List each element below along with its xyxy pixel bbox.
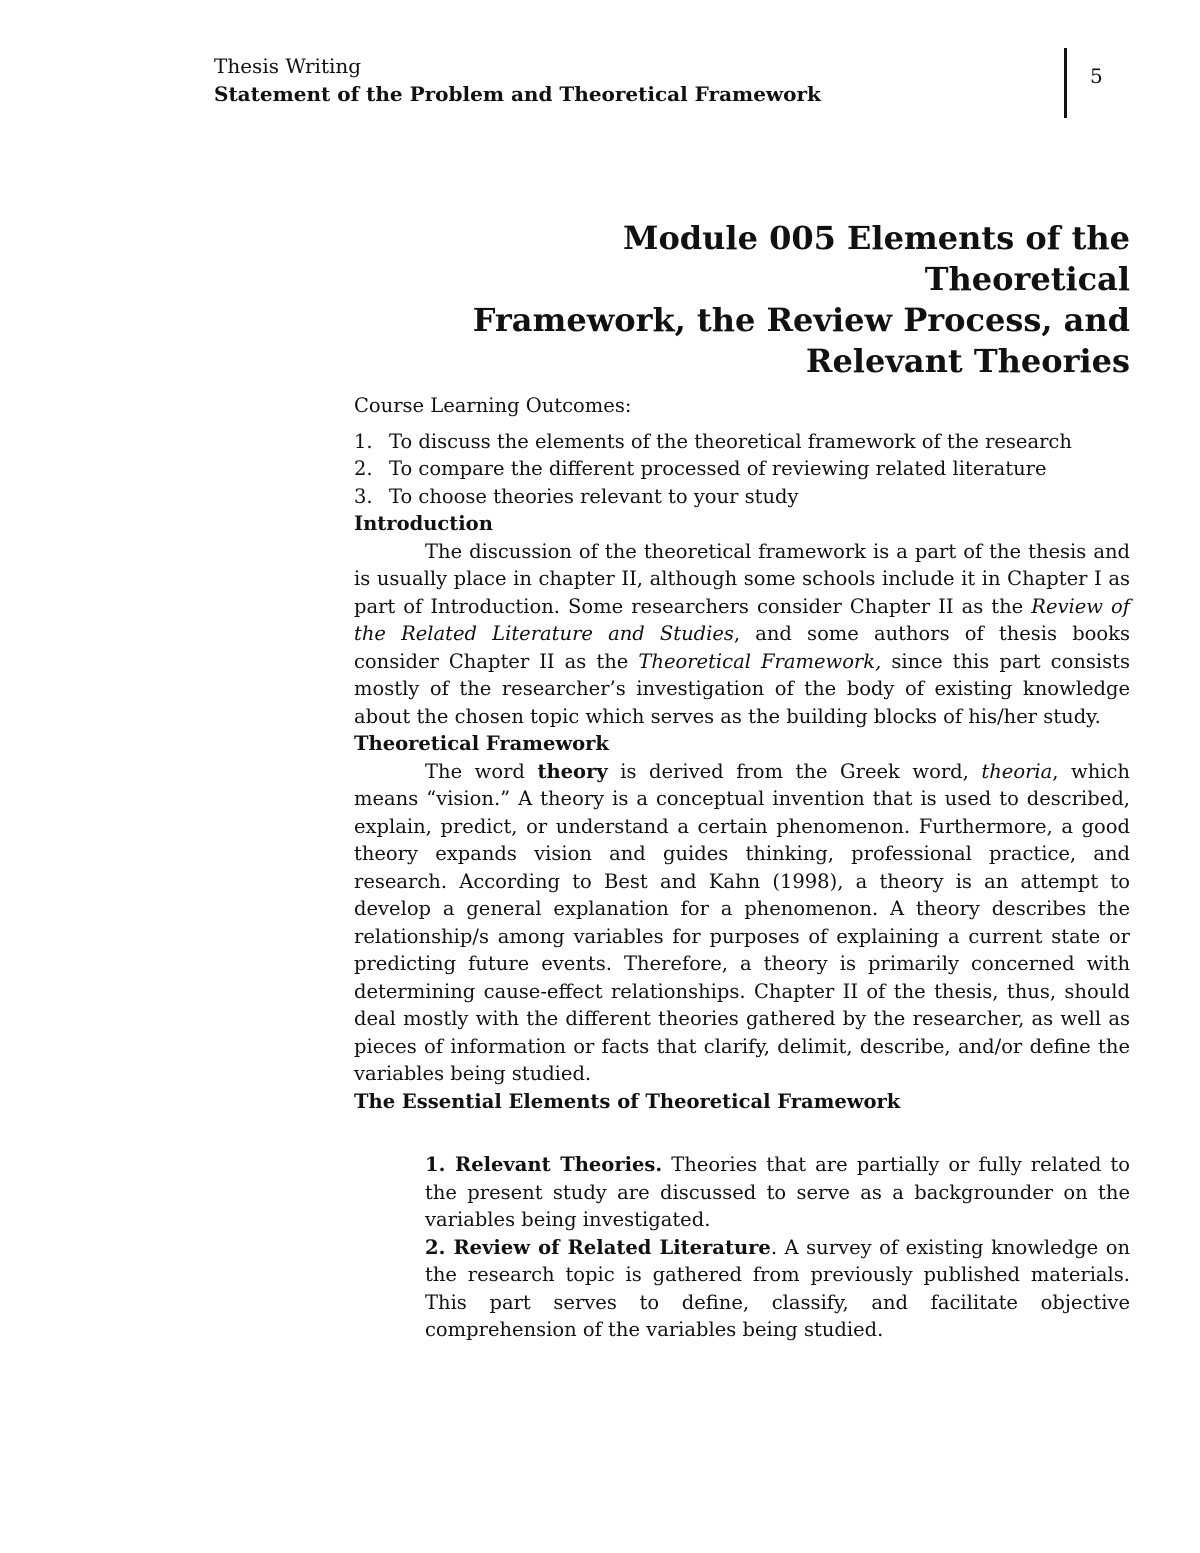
- element-text: . A survey of existing knowledge on the research topic is gathered from previously published materials. This part serves to define, classify, and facilitate objective comprehension of the variables being studied.: [425, 1235, 1130, 1341]
- element-label: 2. Review of Related Literature: [425, 1235, 771, 1259]
- title-line-2: Framework, the Review Process, and: [472, 301, 1130, 339]
- outcomes-list: [354, 428, 1130, 511]
- element-label: 1. Relevant Theories.: [425, 1153, 663, 1176]
- list-number: 2.: [354, 457, 373, 480]
- tf-emphasis: theoria: [981, 759, 1053, 783]
- introduction-heading: Introduction: [354, 512, 493, 535]
- list-text: To discuss the elements of the theoretical framework of the research: [389, 429, 1072, 453]
- tf-bold-term: theory: [537, 759, 608, 783]
- list-item: [354, 455, 1130, 483]
- running-header: [214, 52, 821, 108]
- list-text: To choose theories relevant to your study: [389, 484, 799, 508]
- list-number: 3.: [354, 484, 373, 508]
- list-item: [354, 428, 1130, 456]
- tf-text-c: , which means “vision.” A theory is a conceptual invention that is used to described, explain, predict, or understand a certain phenomenon. Furthermore, a good theory expands vision and guides thinking, professional practice, and research. According to Best and Kahn (1998), a theory is an attempt to develop a general explanation for a phenomenon. A theory describes the relationship/s among variables for purposes of explaining a current state or predicting future events. Therefore, a theory is primarily concerned with determining cause-effect relationships. Chapter II of the thesis, thus, should deal mostly with the different theories gathered by the researcher, as well as pieces of information or facts that clarify, delimit, describe, and/or define the variables being studied.: [354, 759, 1130, 1085]
- page-number: 5: [1090, 64, 1103, 88]
- outcomes-heading: Course Learning Outcomes:: [354, 394, 632, 417]
- list-text: To compare the different processed of reviewing related literature: [389, 457, 1047, 480]
- header-topic: Statement of the Problem and Theoretical Framework: [214, 82, 821, 106]
- intro-text-c: since this part consists mostly of the researcher’s investigation of the body of existing knowledge about the chosen topic which serves as the building blocks of his/her study.: [354, 649, 1131, 728]
- essential-elements-list: [425, 1151, 1130, 1344]
- document-body: [354, 392, 1130, 1344]
- tf-text-a: The word: [425, 759, 538, 783]
- module-title: [430, 218, 1130, 382]
- list-item: [425, 1234, 1130, 1344]
- course-name: Thesis Writing: [214, 54, 362, 78]
- theoretical-framework-paragraph: [354, 758, 1130, 1088]
- title-line-1: Module 005 Elements of the Theoretical: [623, 219, 1130, 298]
- intro-text-b: , and some authors of thesis books consider Chapter II as the: [354, 622, 1130, 673]
- essential-elements-heading: The Essential Elements of Theoretical Framework: [354, 1089, 901, 1113]
- intro-emphasis-1: Review of the Related Literature and Studies: [354, 594, 1130, 645]
- list-item: [425, 1151, 1130, 1234]
- list-number: 1.: [354, 429, 373, 453]
- intro-emphasis-2: Theoretical Framework,: [638, 649, 882, 673]
- header-divider: [1064, 48, 1067, 118]
- introduction-paragraph: [354, 538, 1130, 731]
- title-line-3: Relevant Theories: [805, 342, 1130, 380]
- element-text: Theories that are partially or fully related to the present study are discussed to serve as a backgrounder on the variables being investigated.: [425, 1153, 1130, 1231]
- theoretical-framework-heading: Theoretical Framework: [354, 732, 609, 755]
- intro-text-a: The discussion of the theoretical framework is a part of the thesis and is usually place in chapter II, although some schools include it in Chapter I as part of Introduction. Some researchers consider Chapter II as the: [354, 539, 1130, 618]
- tf-text-b: is derived from the Greek word,: [607, 759, 982, 783]
- list-item: [354, 483, 1130, 511]
